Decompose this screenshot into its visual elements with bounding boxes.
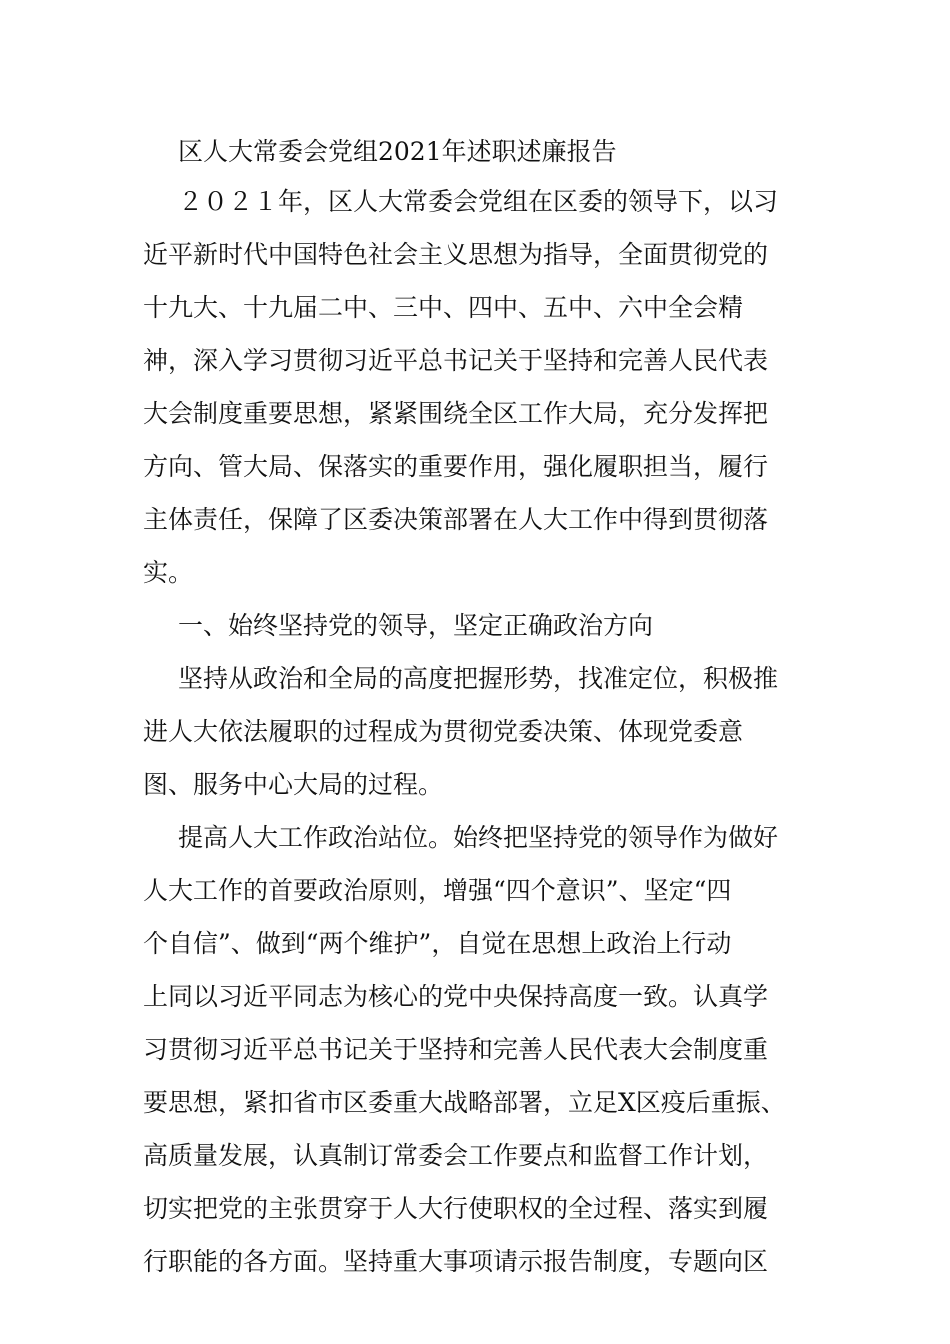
text-line: 图、服务中心大局的过程。 xyxy=(143,770,444,799)
text-line: 切实把党的主张贯穿于人大行使职权的全过程、落实到履 xyxy=(143,1194,769,1223)
text-line: 习贯彻习近平总书记关于坚持和完善人民代表大会制度重 xyxy=(143,1035,769,1064)
document-title: 区人大常委会党组2021年述职述廉报告 xyxy=(178,137,617,166)
text-line: 实。 xyxy=(143,558,194,587)
text-line: 个自信”、做到“两个维护”，自觉在思想上政治上行动 xyxy=(143,929,732,958)
text-line: 主体责任，保障了区委决策部署在人大工作中得到贯彻落 xyxy=(143,505,769,534)
text-line: 提高人大工作政治站位。始终把坚持党的领导作为做好 xyxy=(178,823,779,852)
text-line: 十九大、十九届二中、三中、四中、五中、六中全会精 xyxy=(143,293,744,322)
text-line: ２０２１年，区人大常委会党组在区委的领导下，以习 xyxy=(178,187,779,216)
paragraph-political-stance xyxy=(143,811,807,1288)
paragraph-positioning xyxy=(143,652,807,811)
text-line: 人大工作的首要政治原则，增强“四个意识”、坚定“四 xyxy=(143,876,732,905)
document-body xyxy=(143,128,807,1288)
paragraph-intro xyxy=(143,175,807,599)
text-line: 近平新时代中国特色社会主义思想为指导，全面贯彻党的 xyxy=(143,240,769,269)
section-heading xyxy=(143,599,807,652)
text-line: 进人大依法履职的过程成为贯彻党委决策、体现党委意 xyxy=(143,717,744,746)
text-line: 要思想，紧扣省市区委重大战略部署，立足X区疫后重振、 xyxy=(143,1088,786,1117)
text-line: 上同以习近平同志为核心的党中央保持高度一致。认真学 xyxy=(143,982,769,1011)
text-line: 神，深入学习贯彻习近平总书记关于坚持和完善人民代表 xyxy=(143,346,769,375)
text-line: 行职能的各方面。坚持重大事项请示报告制度，专题向区 xyxy=(143,1247,769,1276)
section-heading-text: 一、始终坚持党的领导，坚定正确政治方向 xyxy=(178,611,654,640)
text-line: 大会制度重要思想，紧紧围绕全区工作大局，充分发挥把 xyxy=(143,399,769,428)
text-line: 高质量发展，认真制订常委会工作要点和监督工作计划， xyxy=(143,1141,769,1170)
text-line: 方向、管大局、保落实的重要作用，强化履职担当，履行 xyxy=(143,452,769,481)
text-line: 坚持从政治和全局的高度把握形势，找准定位，积极推 xyxy=(178,664,779,693)
